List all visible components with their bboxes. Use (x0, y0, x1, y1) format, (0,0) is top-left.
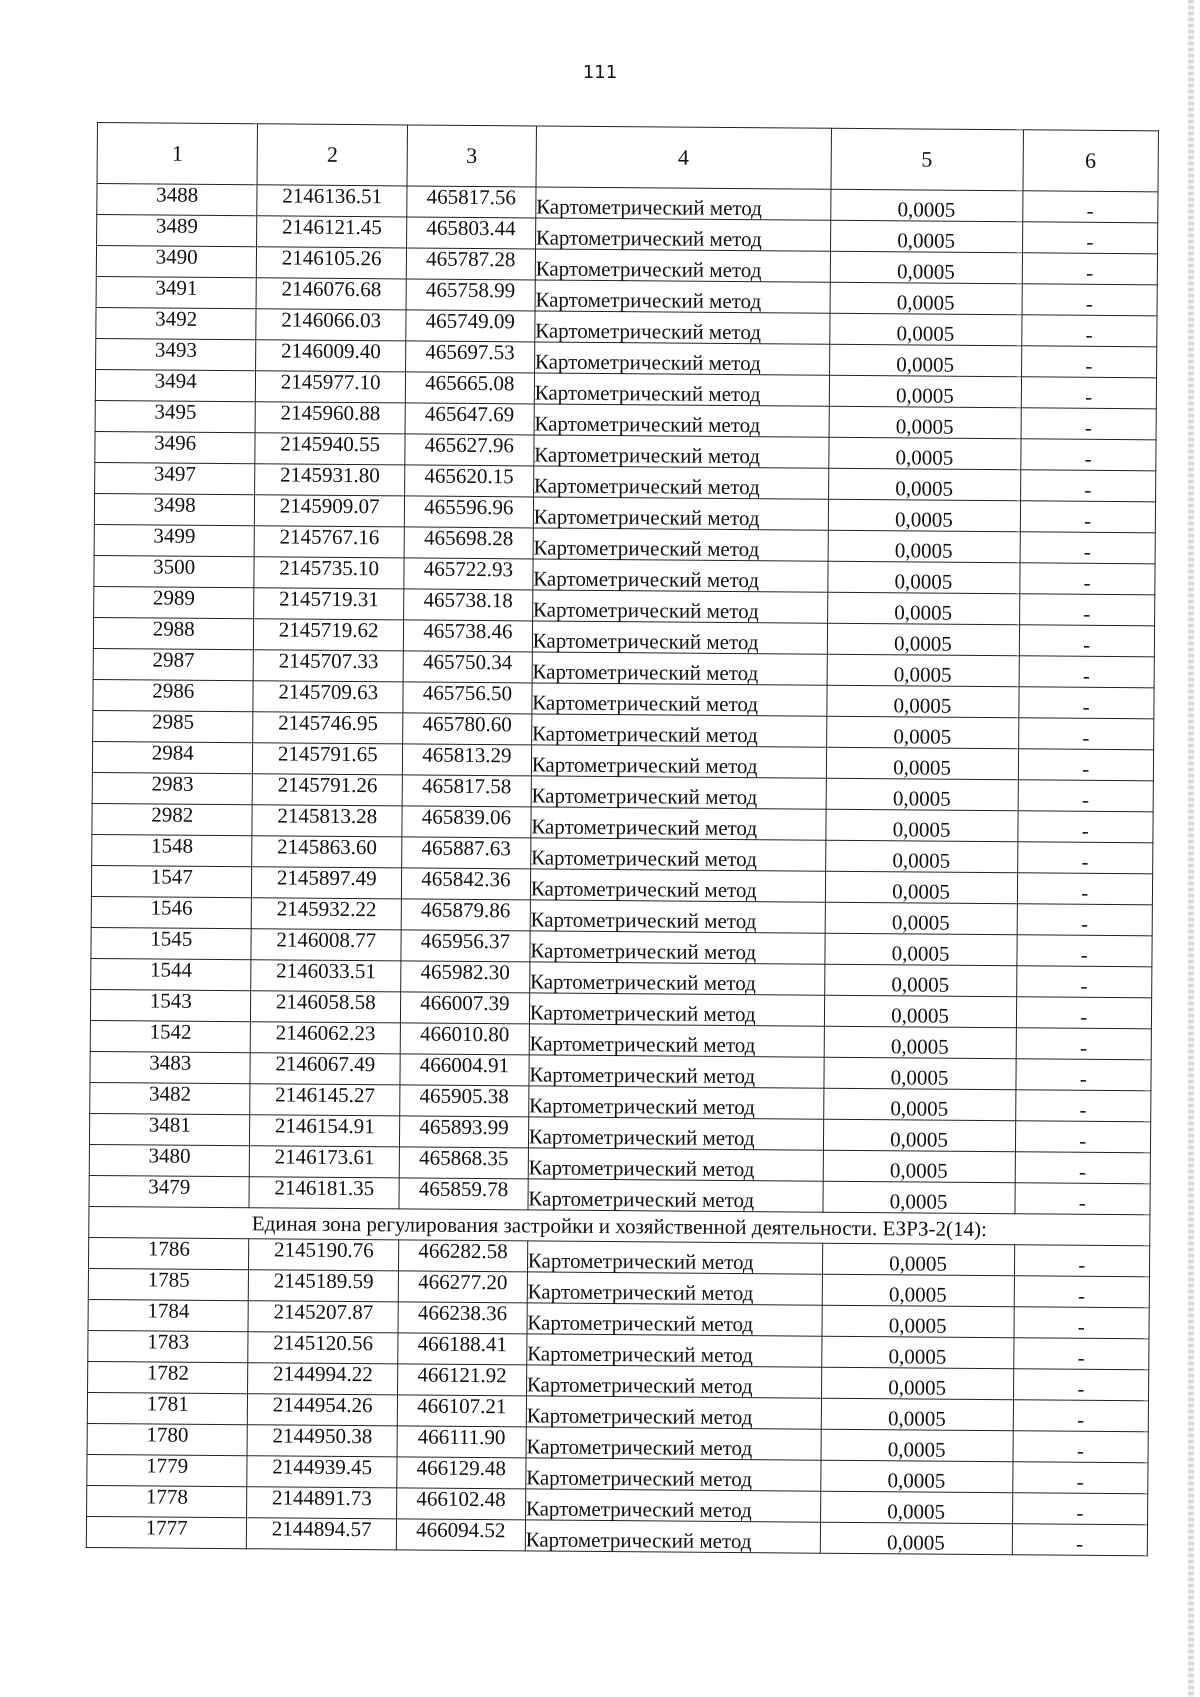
x-coordinate-cell: 2144939.45 (247, 1456, 397, 1488)
note-cell: - (1015, 1121, 1151, 1153)
accuracy-cell: 0,0005 (829, 344, 1021, 377)
method-cell: Картометрический метод (534, 435, 829, 468)
accuracy-cell: 0,0005 (825, 902, 1017, 935)
accuracy-cell: 0,0005 (830, 189, 1022, 222)
note-cell: - (1015, 1183, 1151, 1215)
accuracy-cell: 0,0005 (825, 840, 1017, 873)
point-number-cell: 3488 (97, 184, 258, 216)
y-coordinate-cell: 466282.58 (398, 1240, 527, 1272)
y-coordinate-cell: 465842.36 (401, 868, 530, 900)
method-cell: Картометрический метод (531, 714, 826, 747)
x-coordinate-cell: 2145932.22 (252, 898, 402, 930)
scan-edge (1188, 0, 1194, 1697)
x-coordinate-cell: 2144950.38 (247, 1425, 397, 1457)
accuracy-cell: 0,0005 (821, 1305, 1013, 1338)
point-number-cell: 1782 (88, 1361, 249, 1393)
method-cell: Картометрический метод (535, 311, 830, 344)
y-coordinate-cell: 465756.50 (403, 682, 532, 714)
x-coordinate-cell: 2146105.26 (257, 247, 407, 279)
point-number-cell: 3479 (89, 1175, 250, 1207)
x-coordinate-cell: 2145719.62 (254, 619, 404, 651)
x-coordinate-cell: 2146062.23 (251, 1022, 401, 1054)
y-coordinate-cell: 465758.99 (406, 279, 535, 311)
note-cell: - (1022, 284, 1158, 316)
method-cell: Картометрический метод (529, 962, 824, 995)
x-coordinate-cell: 2146136.51 (257, 185, 407, 217)
accuracy-cell: 0,0005 (829, 406, 1021, 439)
y-coordinate-cell: 466277.20 (398, 1271, 527, 1303)
method-cell: Картометрический метод (531, 807, 826, 840)
note-cell: - (1019, 563, 1155, 595)
x-coordinate-cell: 2145931.80 (255, 464, 405, 496)
y-coordinate-cell: 466010.80 (400, 1023, 529, 1055)
method-cell: Картометрический метод (536, 187, 831, 220)
accuracy-cell: 0,0005 (820, 1522, 1012, 1555)
y-coordinate-cell: 465956.37 (401, 930, 530, 962)
method-cell: Картометрический метод (530, 900, 825, 933)
method-cell: Картометрический метод (528, 1117, 823, 1150)
x-coordinate-cell: 2145977.10 (256, 371, 406, 403)
point-number-cell: 1778 (87, 1485, 248, 1517)
accuracy-cell: 0,0005 (823, 1119, 1015, 1152)
x-coordinate-cell: 2146173.61 (250, 1146, 400, 1178)
method-cell: Картометрический метод (531, 745, 826, 778)
accuracy-cell: 0,0005 (826, 747, 1018, 780)
point-number-cell: 1781 (87, 1392, 248, 1424)
column-header: 3 (407, 125, 536, 187)
x-coordinate-cell: 2146066.03 (256, 309, 406, 341)
x-coordinate-cell: 2145746.95 (253, 712, 403, 744)
point-number-cell: 1786 (88, 1237, 249, 1269)
x-coordinate-cell: 2146076.68 (256, 278, 406, 310)
column-header: 5 (830, 128, 1023, 191)
method-cell: Картометрический метод (529, 1055, 824, 1088)
point-number-cell: 3494 (95, 369, 256, 401)
accuracy-cell: 0,0005 (825, 871, 1017, 904)
x-coordinate-cell: 2145120.56 (248, 1332, 398, 1364)
note-cell: - (1016, 997, 1152, 1029)
method-cell: Картометрический метод (528, 1148, 823, 1181)
accuracy-cell: 0,0005 (827, 654, 1019, 687)
note-cell: - (1012, 1524, 1148, 1556)
note-cell: - (1016, 1028, 1152, 1060)
point-number-cell: 1543 (90, 989, 251, 1021)
accuracy-cell: 0,0005 (824, 933, 1016, 966)
y-coordinate-cell: 465817.56 (407, 186, 536, 218)
accuracy-cell: 0,0005 (828, 468, 1020, 501)
accuracy-cell: 0,0005 (820, 1491, 1012, 1524)
point-number-cell: 2985 (93, 710, 254, 742)
point-number-cell: 2986 (93, 679, 254, 711)
x-coordinate-cell: 2145960.88 (256, 402, 406, 434)
x-coordinate-cell: 2146145.27 (250, 1084, 400, 1116)
y-coordinate-cell: 465817.58 (402, 775, 531, 807)
x-coordinate-cell: 2145189.59 (249, 1270, 399, 1302)
y-coordinate-cell: 465787.28 (406, 248, 535, 280)
y-coordinate-cell: 465868.35 (399, 1147, 528, 1179)
point-number-cell: 3482 (90, 1082, 251, 1114)
y-coordinate-cell: 465803.44 (407, 217, 536, 249)
accuracy-cell: 0,0005 (824, 964, 1016, 997)
note-cell: - (1020, 439, 1156, 471)
note-cell: - (1017, 842, 1153, 874)
method-cell: Картометрический метод (527, 1303, 822, 1336)
note-cell: - (1021, 346, 1157, 378)
accuracy-cell: 0,0005 (830, 220, 1022, 253)
method-cell: Картометрический метод (532, 621, 827, 654)
note-cell: - (1022, 253, 1158, 285)
point-number-cell: 2982 (92, 803, 253, 835)
method-cell: Картометрический метод (535, 218, 830, 251)
point-number-cell: 2989 (94, 586, 255, 618)
method-cell: Картометрический метод (526, 1396, 821, 1429)
x-coordinate-cell: 2146067.49 (250, 1053, 400, 1085)
point-number-cell: 3499 (94, 524, 255, 556)
note-cell: - (1021, 315, 1157, 347)
point-number-cell: 2988 (93, 617, 254, 649)
note-cell: - (1018, 749, 1154, 781)
note-cell: - (1022, 222, 1158, 254)
method-cell: Картометрический метод (532, 590, 827, 623)
note-cell: - (1018, 780, 1154, 812)
method-cell: Картометрический метод (528, 1086, 823, 1119)
accuracy-cell: 0,0005 (828, 530, 1020, 563)
accuracy-cell: 0,0005 (829, 375, 1021, 408)
note-cell: - (1021, 377, 1157, 409)
y-coordinate-cell: 465887.63 (402, 837, 531, 869)
point-number-cell: 1784 (88, 1299, 249, 1331)
method-cell: Картометрический метод (534, 373, 829, 406)
method-cell: Картометрический метод (532, 652, 827, 685)
x-coordinate-cell: 2144894.57 (247, 1518, 397, 1550)
accuracy-cell: 0,0005 (822, 1243, 1014, 1276)
note-cell: - (1017, 904, 1153, 936)
y-coordinate-cell: 465813.29 (402, 744, 531, 776)
method-cell: Картометрический метод (527, 1241, 822, 1274)
note-cell: - (1020, 532, 1156, 564)
y-coordinate-cell: 465780.60 (403, 713, 532, 745)
accuracy-cell: 0,0005 (827, 561, 1019, 594)
x-coordinate-cell: 2146181.35 (249, 1177, 399, 1209)
note-cell: - (1020, 470, 1156, 502)
point-number-cell: 2984 (92, 741, 253, 773)
y-coordinate-cell: 466107.21 (397, 1395, 526, 1427)
note-cell: - (1016, 1059, 1152, 1091)
x-coordinate-cell: 2145767.16 (255, 526, 405, 558)
coordinates-sheet (86, 122, 1159, 1556)
point-number-cell: 3493 (96, 338, 257, 370)
method-cell: Картометрический метод (530, 931, 825, 964)
y-coordinate-cell: 465749.09 (406, 310, 535, 342)
y-coordinate-cell: 465738.18 (404, 589, 533, 621)
point-number-cell: 3480 (89, 1144, 250, 1176)
y-coordinate-cell: 465647.69 (405, 403, 534, 435)
point-number-cell: 3497 (95, 462, 256, 494)
note-cell: - (1019, 594, 1155, 626)
y-coordinate-cell: 465905.38 (400, 1085, 529, 1117)
method-cell: Картометрический метод (530, 838, 825, 871)
method-cell: Картометрический метод (526, 1427, 821, 1460)
accuracy-cell: 0,0005 (822, 1181, 1014, 1214)
accuracy-cell: 0,0005 (821, 1367, 1013, 1400)
point-number-cell: 3491 (96, 276, 257, 308)
note-cell: - (1015, 1152, 1151, 1184)
point-number-cell: 3495 (95, 400, 256, 432)
x-coordinate-cell: 2146009.40 (256, 340, 406, 372)
x-coordinate-cell: 2145791.65 (253, 743, 403, 775)
x-coordinate-cell: 2146033.51 (251, 960, 401, 992)
accuracy-cell: 0,0005 (824, 995, 1016, 1028)
y-coordinate-cell: 466007.39 (400, 992, 529, 1024)
note-cell: - (1014, 1307, 1150, 1339)
x-coordinate-cell: 2145940.55 (255, 433, 405, 465)
accuracy-cell: 0,0005 (827, 623, 1019, 656)
accuracy-cell: 0,0005 (823, 1057, 1015, 1090)
accuracy-cell: 0,0005 (821, 1336, 1013, 1369)
y-coordinate-cell: 465627.96 (405, 434, 534, 466)
point-number-cell: 1779 (87, 1454, 248, 1486)
note-cell: - (1017, 811, 1153, 843)
accuracy-cell: 0,0005 (830, 251, 1022, 284)
note-cell: - (1018, 718, 1154, 750)
y-coordinate-cell: 466004.91 (400, 1054, 529, 1086)
note-cell: - (1021, 408, 1157, 440)
x-coordinate-cell: 2145719.31 (254, 588, 404, 620)
x-coordinate-cell: 2145207.87 (248, 1301, 398, 1333)
x-coordinate-cell: 2144954.26 (248, 1394, 398, 1426)
point-number-cell: 2987 (93, 648, 254, 680)
method-cell: Картометрический метод (534, 342, 829, 375)
column-header: 1 (97, 123, 258, 185)
y-coordinate-cell: 465665.08 (405, 372, 534, 404)
accuracy-cell: 0,0005 (828, 499, 1020, 532)
method-cell: Картометрический метод (527, 1334, 822, 1367)
note-cell: - (1015, 1090, 1151, 1122)
note-cell: - (1016, 966, 1152, 998)
accuracy-cell: 0,0005 (824, 1026, 1016, 1059)
x-coordinate-cell: 2145190.76 (249, 1239, 399, 1271)
accuracy-cell: 0,0005 (820, 1460, 1012, 1493)
note-cell: - (1013, 1338, 1149, 1370)
y-coordinate-cell: 466102.48 (397, 1488, 526, 1520)
column-header: 2 (257, 124, 407, 186)
x-coordinate-cell: 2144994.22 (248, 1363, 398, 1395)
accuracy-cell: 0,0005 (829, 313, 1021, 346)
x-coordinate-cell: 2146121.45 (257, 216, 407, 248)
x-coordinate-cell: 2145791.26 (253, 774, 403, 806)
y-coordinate-cell: 466094.52 (396, 1519, 525, 1551)
method-cell: Картометрический метод (526, 1458, 821, 1491)
method-cell: Картометрический метод (530, 869, 825, 902)
point-number-cell: 1544 (91, 958, 252, 990)
point-number-cell: 3489 (97, 215, 258, 247)
y-coordinate-cell: 465596.96 (404, 496, 533, 528)
point-number-cell: 1777 (86, 1516, 247, 1548)
y-coordinate-cell: 465893.99 (399, 1116, 528, 1148)
note-cell: - (1014, 1245, 1150, 1277)
point-number-cell: 2983 (92, 772, 253, 804)
method-cell: Картометрический метод (529, 1024, 824, 1057)
note-cell: - (1013, 1400, 1149, 1432)
y-coordinate-cell: 465879.86 (401, 899, 530, 931)
note-cell: - (1014, 1276, 1150, 1308)
accuracy-cell: 0,0005 (821, 1398, 1013, 1431)
note-cell: - (1012, 1493, 1148, 1525)
y-coordinate-cell: 465750.34 (403, 651, 532, 683)
accuracy-cell: 0,0005 (826, 716, 1018, 749)
point-number-cell: 3500 (94, 555, 255, 587)
note-cell: - (1017, 873, 1153, 905)
y-coordinate-cell: 465697.53 (406, 341, 535, 373)
y-coordinate-cell: 465722.93 (404, 558, 533, 590)
accuracy-cell: 0,0005 (822, 1274, 1014, 1307)
accuracy-cell: 0,0005 (823, 1150, 1015, 1183)
y-coordinate-cell: 465698.28 (404, 527, 533, 559)
point-number-cell: 1548 (92, 834, 253, 866)
accuracy-cell: 0,0005 (823, 1088, 1015, 1121)
point-number-cell: 1785 (88, 1268, 249, 1300)
coordinates-table (86, 122, 1159, 1556)
column-header: 4 (536, 126, 831, 189)
method-cell: Картометрический метод (527, 1272, 822, 1305)
accuracy-cell: 0,0005 (821, 1429, 1013, 1462)
y-coordinate-cell: 466129.48 (397, 1457, 526, 1489)
y-coordinate-cell: 465620.15 (405, 465, 534, 497)
method-cell: Картометрический метод (525, 1489, 820, 1522)
x-coordinate-cell: 2145863.60 (252, 836, 402, 868)
section-heading: Единая зона регулирования застройки и хозяйственной деятельности. ЕЗРЗ-2(14): (89, 1206, 1150, 1245)
method-cell: Картометрический метод (533, 466, 828, 499)
accuracy-cell: 0,0005 (828, 437, 1020, 470)
method-cell: Картометрический метод (529, 993, 824, 1026)
method-cell: Картометрический метод (532, 683, 827, 716)
point-number-cell: 1545 (91, 927, 252, 959)
table-body (86, 184, 1158, 1556)
x-coordinate-cell: 2145735.10 (254, 557, 404, 589)
x-coordinate-cell: 2145813.28 (252, 805, 402, 837)
method-cell: Картометрический метод (526, 1365, 821, 1398)
method-cell: Картометрический метод (535, 249, 830, 282)
method-cell: Картометрический метод (533, 559, 828, 592)
point-number-cell: 3496 (95, 431, 256, 463)
column-header: 6 (1023, 130, 1159, 192)
y-coordinate-cell: 465839.06 (402, 806, 531, 838)
x-coordinate-cell: 2146008.77 (251, 929, 401, 961)
y-coordinate-cell: 465859.78 (399, 1178, 528, 1210)
point-number-cell: 3483 (90, 1051, 251, 1083)
point-number-cell: 1547 (91, 865, 252, 897)
x-coordinate-cell: 2145707.33 (254, 650, 404, 682)
point-number-cell: 3490 (96, 246, 257, 278)
method-cell: Картометрический метод (533, 497, 828, 530)
method-cell: Картометрический метод (528, 1179, 823, 1212)
note-cell: - (1022, 191, 1158, 223)
note-cell: - (1013, 1369, 1149, 1401)
point-number-cell: 1783 (88, 1330, 249, 1362)
point-number-cell: 3492 (96, 307, 257, 339)
note-cell: - (1019, 656, 1155, 688)
method-cell: Картометрический метод (535, 280, 830, 313)
accuracy-cell: 0,0005 (827, 592, 1019, 625)
note-cell: - (1013, 1431, 1149, 1463)
method-cell: Картометрический метод (533, 528, 828, 561)
x-coordinate-cell: 2145909.07 (255, 495, 405, 527)
point-number-cell: 1780 (87, 1423, 248, 1455)
point-number-cell: 3481 (89, 1113, 250, 1145)
note-cell: - (1020, 501, 1156, 533)
accuracy-cell: 0,0005 (826, 778, 1018, 811)
table-header-row (97, 123, 1158, 192)
y-coordinate-cell: 466238.36 (398, 1302, 527, 1334)
note-cell: - (1017, 935, 1153, 967)
x-coordinate-cell: 2146154.91 (250, 1115, 400, 1147)
y-coordinate-cell: 465982.30 (401, 961, 530, 993)
method-cell: Картометрический метод (534, 404, 829, 437)
x-coordinate-cell: 2145709.63 (253, 681, 403, 713)
note-cell: - (1018, 687, 1154, 719)
point-number-cell: 3498 (94, 493, 255, 525)
y-coordinate-cell: 466188.41 (398, 1333, 527, 1365)
note-cell: - (1012, 1462, 1148, 1494)
page-number: 111 (582, 62, 618, 83)
method-cell: Картометрический метод (525, 1520, 820, 1553)
note-cell: - (1019, 625, 1155, 657)
point-number-cell: 1546 (91, 896, 252, 928)
y-coordinate-cell: 466111.90 (397, 1426, 526, 1458)
method-cell: Картометрический метод (531, 776, 826, 809)
accuracy-cell: 0,0005 (830, 282, 1022, 315)
y-coordinate-cell: 466121.92 (397, 1364, 526, 1396)
x-coordinate-cell: 2146058.58 (251, 991, 401, 1023)
accuracy-cell: 0,0005 (825, 809, 1017, 842)
x-coordinate-cell: 2145897.49 (252, 867, 402, 899)
y-coordinate-cell: 465738.46 (403, 620, 532, 652)
accuracy-cell: 0,0005 (826, 685, 1018, 718)
x-coordinate-cell: 2144891.73 (247, 1487, 397, 1519)
point-number-cell: 1542 (90, 1020, 251, 1052)
